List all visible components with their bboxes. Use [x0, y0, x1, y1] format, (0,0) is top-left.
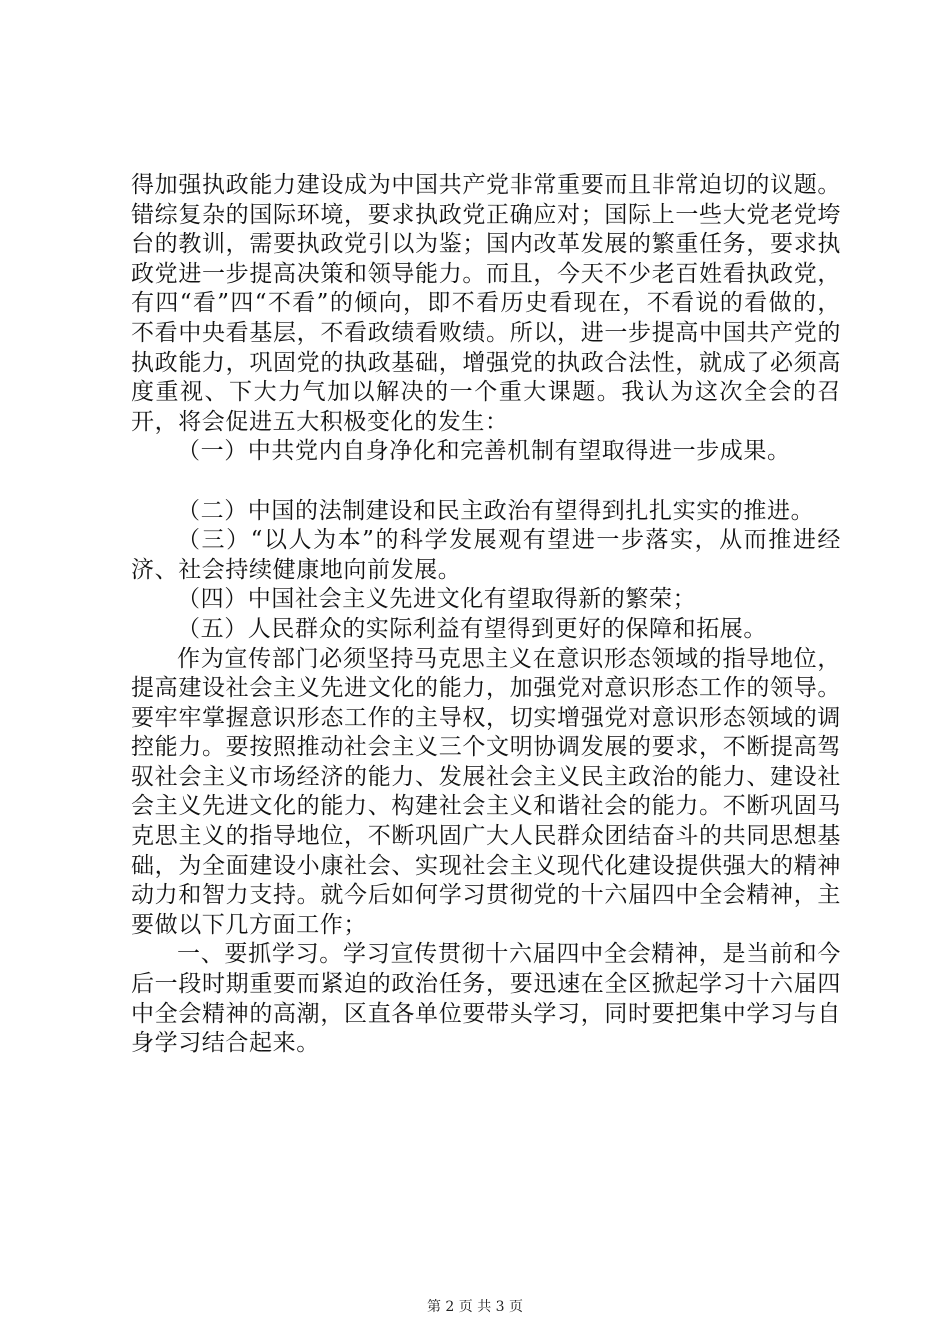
paragraph-intro: 得加强执政能力建设成为中国共产党非常重要而且非常迫切的议题。错综复杂的国际环境，要求执政党正确应对；国际上一些大党老党垮台的教训，需要执政党引以为鉴；国内改革发展的繁重任务，要求执政党进一步提高决策和领导能力。而且，今天不少老百姓看执政党，有四“看”四“不看”的倾向，即不看历史看现在，不看说的看做的，不看中央看基层，不看政绩看败绩。所以，进一步提高中国共产党的执政能力，巩固党的执政基础，增强党的执政合法性，就成了必须高度重视、下大力气加以解决的一个重大课题。我认为这次全会的召开，将会促进五大积极变化的发生： [131, 172, 841, 435]
document-body [131, 171, 841, 1059]
paragraph-item-3: （三）“以人为本”的科学发展观有望进一步落实，从而推进经济、社会持续健康地向前发展。 [131, 527, 841, 583]
paragraph-propaganda: 作为宣传部门必须坚持马克思主义在意识形态领域的指导地位，提高建设社会主义先进文化的能力，加强党对意识形态工作的领导。要牢牢掌握意识形态工作的主导权，切实增强党对意识形态领域的调控能力。要按照推动社会主义三个文明协调发展的要求，不断提高驾驭社会主义市场经济的能力、发展社会主义民主政治的能力、建设社会主义先进文化的能力、构建社会主义和谐社会的能力。不断巩固马克思主义的指导地位，不断巩固广大人民群众团结奋斗的共同思想基础，为全面建设小康社会、实现社会主义现代化建设提供强大的精神动力和智力支持。就今后如何学习贯彻党的十六届四中全会精神，主要做以下几方面工作； [131, 645, 841, 938]
paragraph-item-2: （二）中国的法制建设和民主政治有望得到扎扎实实的推进。 [177, 497, 815, 524]
paragraph-item-4: （四）中国社会主义先进文化有望取得新的繁荣； [177, 586, 697, 613]
paragraph-item-5: （五）人民群众的实际利益有望得到更好的保障和拓展。 [177, 615, 767, 642]
paragraph-item-1: （一）中共党内自身净化和完善机制有望取得进一步成果。 [177, 438, 791, 465]
paragraph-study: 一、要抓学习。学习宣传贯彻十六届四中全会精神，是当前和今后一段时期重要而紧迫的政治任务，要迅速在全区掀起学习十六届四中全会精神的高潮，区直各单位要带头学习，同时要把集中学习与自身学习结合起来。 [131, 941, 841, 1057]
page-number-footer: 第 2 页 共 3 页 [426, 1299, 524, 1315]
